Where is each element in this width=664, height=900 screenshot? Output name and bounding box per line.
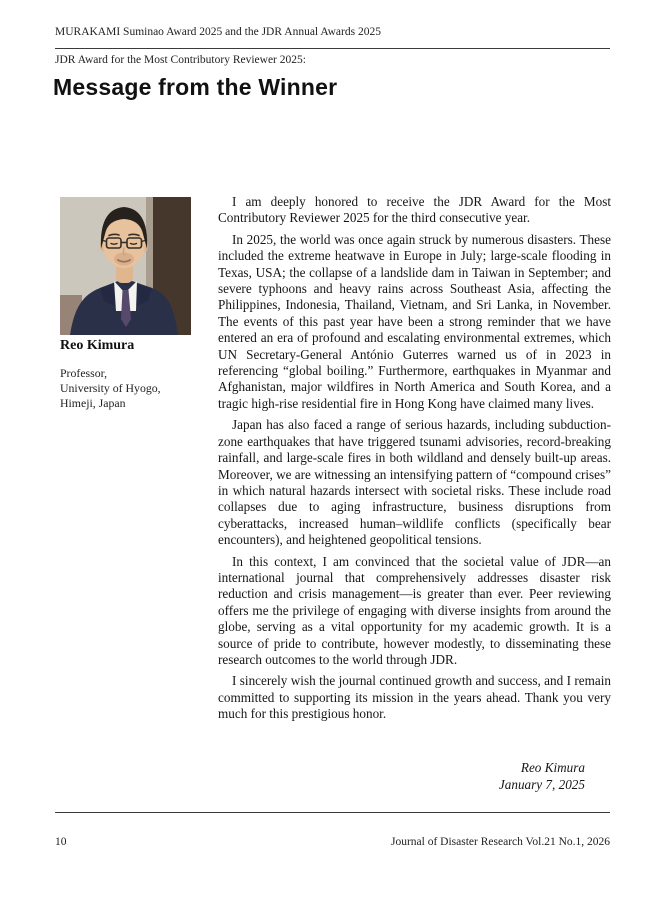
affiliation-line: University of Hyogo, [60, 381, 161, 395]
header-divider [55, 48, 610, 49]
signature-name: Reo Kimura [520, 760, 585, 775]
footer-divider [55, 812, 610, 813]
message-body [218, 194, 611, 723]
affiliation-line: Himeji, Japan [60, 396, 126, 410]
paragraph: In this context, I am convinced that the societal value of JDR—an international journal that comprehensively addresses disaster risk reduction and crisis management—is greater than ever. Peer reviewing offers me the privilege of engaging with diverse insights from around the globe, serving as a vital opportunity for my academic growth. It is a source of pride to contribute, however modestly, to disseminating these research outcomes to the world through JDR. [218, 553, 611, 667]
author-name: Reo Kimura [60, 338, 135, 353]
section-label: JDR Award for the Most Contributory Reviewer 2025: [55, 54, 306, 66]
footer-page-number: 10 [55, 836, 67, 848]
signature-date: January 7, 2025 [498, 776, 585, 792]
footer-journal-title: Journal of Disaster Research Vol.21 No.1, 2026 [391, 836, 610, 848]
paragraph: I am deeply honored to receive the JDR Award for the Most Contributory Reviewer 2025 for the third consecutive year. [218, 194, 611, 226]
signature-block [499, 760, 585, 793]
page-title: Message from the Winner [53, 74, 338, 100]
running-head: MURAKAMI Suminao Award 2025 and the JDR Annual Awards 2025 [55, 26, 381, 38]
affiliation-line: Professor, [60, 366, 108, 380]
portrait-photo-icon [60, 197, 191, 335]
paragraph: In 2025, the world was once again struck by numerous disasters. These included the extreme heatwave in Europe in July; large-scale flooding in Texas, USA; the collapse of a landslide dam in Taiwan in September; and severe typhoons and heavy rains across Southeast Asia, affecting the Philippines, Indonesia, Thailand, Vietnam, and Sri Lanka, in November. The events of this past year have been a strong reminder that we have entered an era of profound and escalating environmental extremes, which UN Secretary-General António Guterres warned us of in 2023 in referencing “global boiling.” Furthermore, earthquakes in Myanmar and Afghanistan, major wildfires in North America and South Korea, and a tragic high-rise residential fire in Hong Kong have claimed many lives. [218, 231, 611, 411]
footer [55, 836, 610, 848]
paragraph: I sincerely wish the journal continued growth and success, and I remain committed to supporting its mission in the years ahead. Thank you very much for this prestigious honor. [218, 673, 611, 722]
author-photo [60, 197, 191, 335]
paragraph: Japan has also faced a range of serious hazards, including subduction-zone earthquakes that have triggered tsunami advisories, record-breaking rainfall, and large-scale fires in both wildland and densely built-up areas. Moreover, we are witnessing an intensifying pattern of “compound crises” in which natural hazards intersect with societal risks. These include road collapses due to aging infrastructure, business disruptions from cyberattacks, increased human–wildlife conflicts (specifically bear encounters), and heightened geopolitical tensions. [218, 417, 611, 548]
author-affiliation [60, 366, 161, 411]
